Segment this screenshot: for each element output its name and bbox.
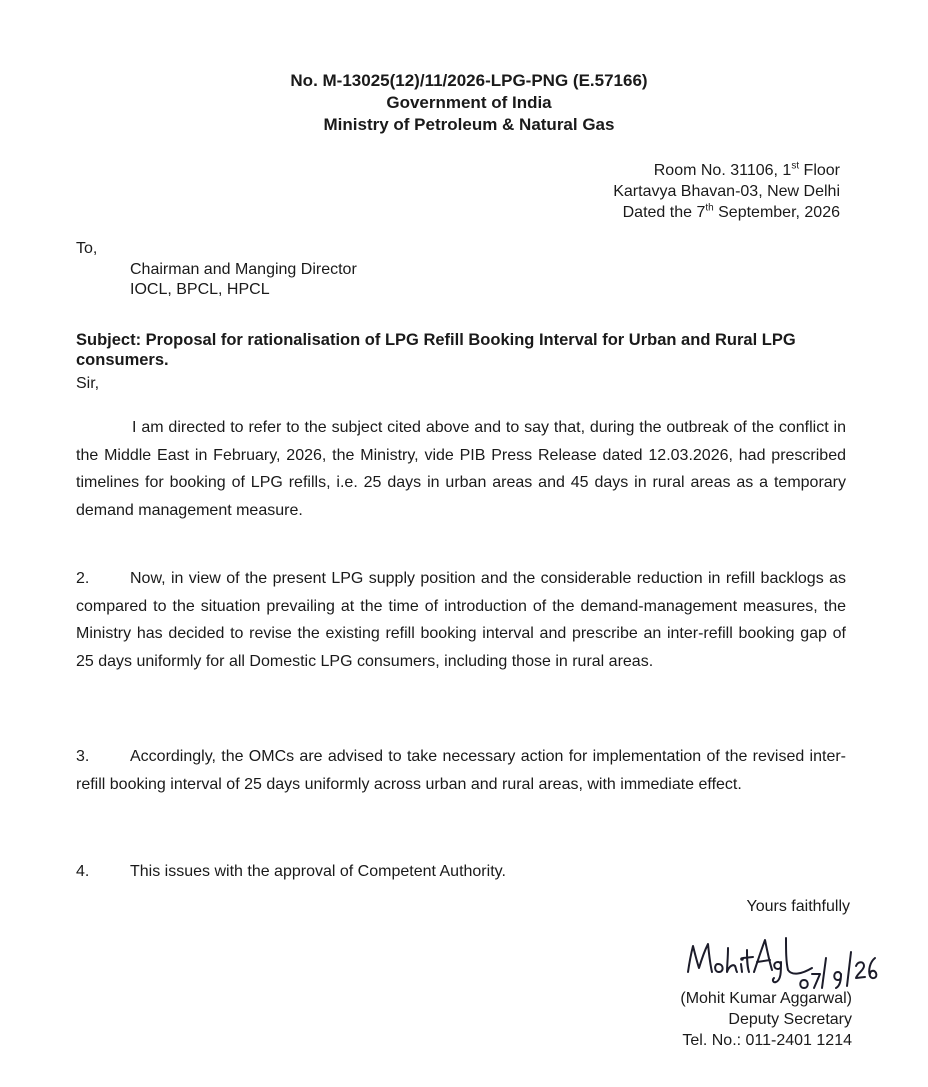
signer-designation: Deputy Secretary [728, 1011, 852, 1028]
government-name: Government of India [386, 93, 552, 112]
date-sup: th [705, 202, 714, 214]
salutation: Sir, [76, 375, 100, 392]
file-number: No. M-13025(12)/11/2026-LPG-PNG (E.57166) [290, 71, 648, 90]
paragraph-2-text: Now, in view of the present LPG supply position and the considerable reduction in refill backlogs as compared to the situation prevailing at the time of introduction of the demand-management measures, the Ministry has decided to revise the existing refill booking interval and prescribe an inter-refill booking gap of 25 days uniformly for all Domestic LPG consumers, including those in rural areas. [76, 570, 846, 670]
room-sup: st [791, 160, 800, 172]
recipient-block [130, 260, 357, 300]
letter-header [0, 70, 928, 136]
paragraph-2-number: 2. [76, 570, 90, 587]
room-text: Room No. 31106, 1 [653, 162, 792, 179]
subject-line: Subject: Proposal for rationalisation of LPG Refill Booking Interval for Urban and Rural LPG consumers. [76, 331, 796, 369]
date-prefix: Dated the 7 [622, 204, 706, 221]
paragraph-2 [76, 565, 846, 675]
paragraph-3-text: Accordingly, the OMCs are advised to take necessary action for implementation of the revised inter-refill booking interval of 25 days uniformly across urban and rural areas, with immediate effect. [76, 748, 846, 793]
signer-block [680, 988, 852, 1051]
room-line [613, 160, 840, 181]
recipient-title: Chairman and Manging Director [130, 261, 357, 278]
paragraph-3 [76, 743, 846, 798]
handwritten-signature [680, 928, 880, 990]
date-line [613, 202, 840, 223]
closing-line: Yours faithfully [746, 898, 850, 915]
paragraph-4 [76, 858, 846, 886]
building-line: Kartavya Bhavan-03, New Delhi [613, 183, 840, 200]
to-label: To, [76, 240, 98, 257]
ministry-name: Ministry of Petroleum & Natural Gas [323, 115, 615, 134]
paragraph-4-text: This issues with the approval of Competent Authority. [130, 863, 506, 880]
paragraph-4-number: 4. [76, 863, 90, 880]
paragraph-1: I am directed to refer to the subject cited above and to say that, during the outbreak of the conflict in the Middle East in February, 2026, the Ministry, vide PIB Press Release dated 12.03.2026, had prescribed timelines for booking of LPG refills, i.e. 25 days in urban areas and 45 days in rural areas as a temporary demand management measure. [76, 419, 846, 519]
recipient-companies: IOCL, BPCL, HPCL [130, 281, 270, 298]
office-address [613, 160, 840, 223]
paragraph-3-number: 3. [76, 748, 90, 765]
signer-name: (Mohit Kumar Aggarwal) [680, 990, 852, 1007]
date-suffix: September, 2026 [713, 204, 840, 221]
signer-phone: Tel. No.: 011-2401 1214 [682, 1032, 852, 1049]
floor-text: Floor [799, 162, 840, 179]
